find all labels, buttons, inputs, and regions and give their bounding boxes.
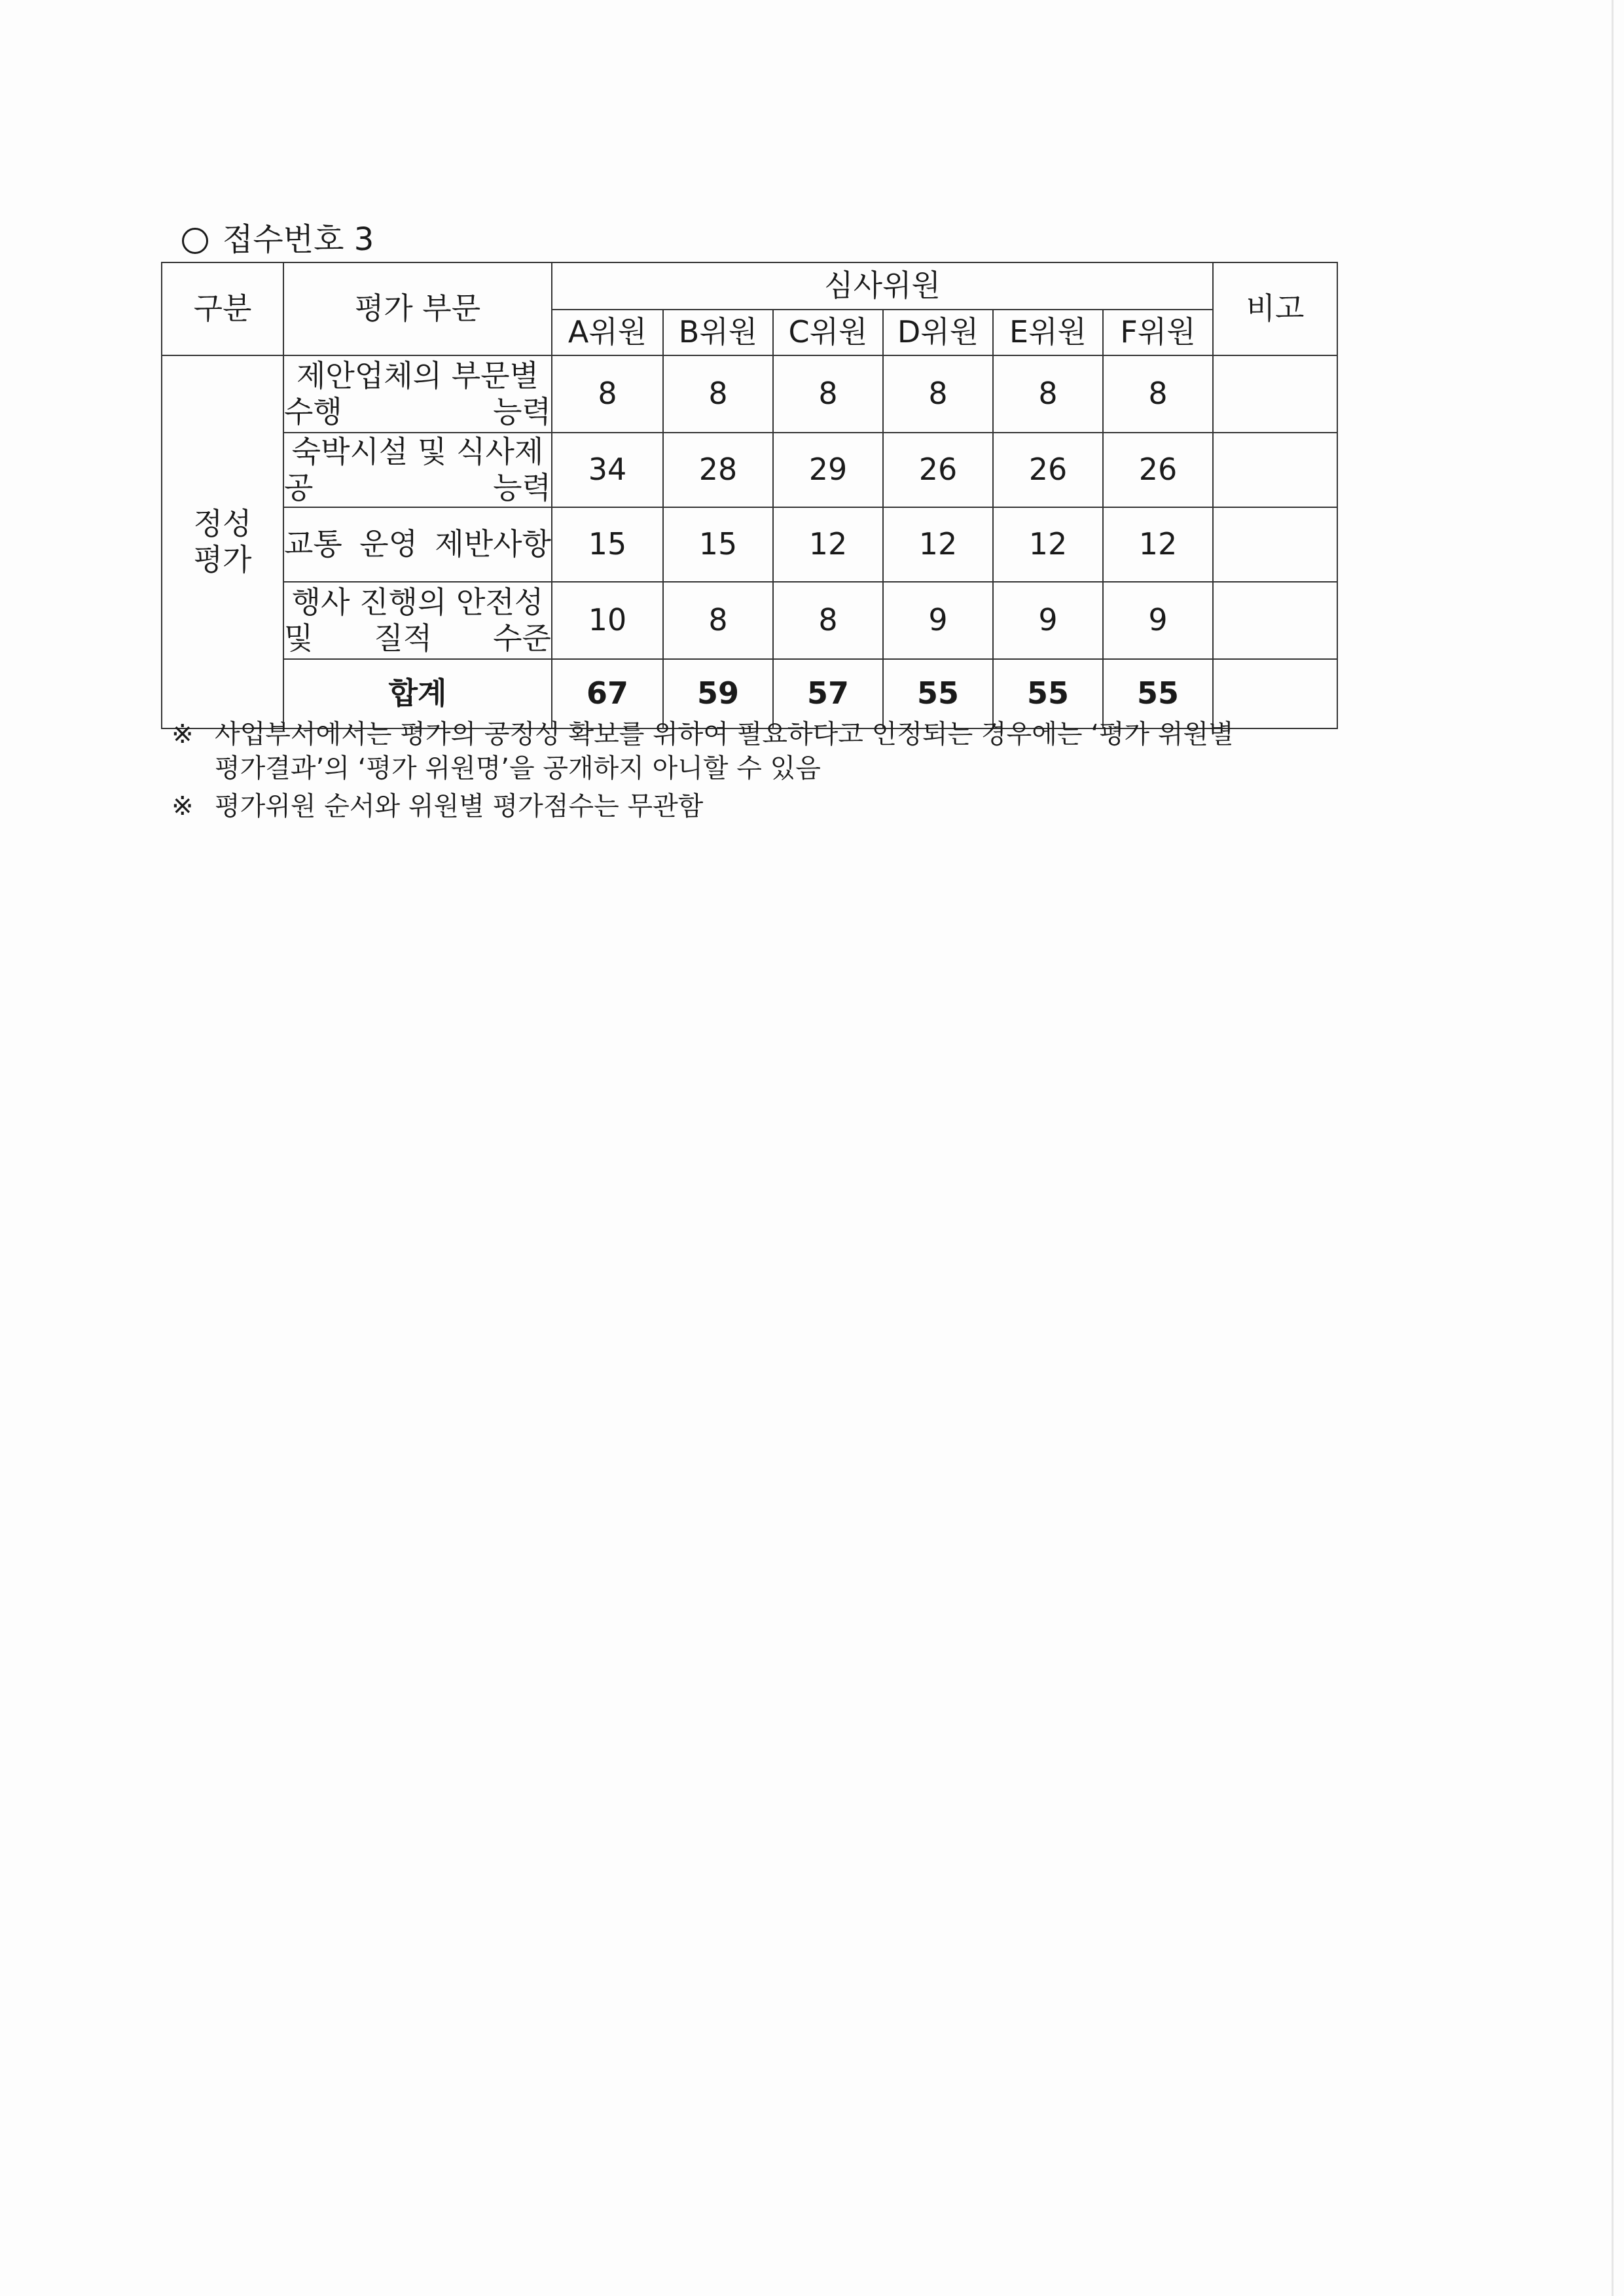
score-cell: 8 xyxy=(773,582,883,659)
judge-header: F위원 xyxy=(1103,310,1213,355)
total-cell: 55 xyxy=(993,659,1103,728)
remark-cell xyxy=(1213,433,1337,507)
note-line: 평가결과’의 ‘평가 위원명’을 공개하지 아니할 수 있음 xyxy=(215,753,821,783)
heading-text: 접수번호 3 xyxy=(223,221,374,258)
section-label: 숙박시설 및 식사제공 능력 xyxy=(283,433,552,507)
header-judges: 심사위원 xyxy=(552,262,1213,310)
score-cell: 12 xyxy=(1103,507,1213,582)
circle-bullet-icon xyxy=(182,228,208,254)
table-row xyxy=(162,582,1337,659)
notes xyxy=(171,717,1234,823)
score-cell: 29 xyxy=(773,433,883,507)
note-item xyxy=(171,789,1234,823)
page-edge-line xyxy=(1612,0,1614,2296)
score-cell: 8 xyxy=(552,355,663,433)
remark-cell xyxy=(1213,355,1337,433)
score-cell: 8 xyxy=(883,355,993,433)
score-cell: 10 xyxy=(552,582,663,659)
table-row xyxy=(162,507,1337,582)
score-cell: 15 xyxy=(663,507,773,582)
judge-header: B위원 xyxy=(663,310,773,355)
category-cell xyxy=(162,355,283,728)
table-row xyxy=(162,433,1337,507)
score-cell: 26 xyxy=(1103,433,1213,507)
score-cell: 9 xyxy=(1103,582,1213,659)
score-cell: 8 xyxy=(773,355,883,433)
section-label: 제안업체의 부문별 수행 능력 xyxy=(283,355,552,433)
header-category: 구분 xyxy=(162,262,283,355)
total-label: 합계 xyxy=(283,659,552,728)
score-cell: 26 xyxy=(993,433,1103,507)
note-item xyxy=(171,717,1234,785)
category-line: 정성 xyxy=(193,505,252,541)
score-table xyxy=(161,262,1338,729)
note-line: 평가위원 순서와 위원별 평가점수는 무관함 xyxy=(215,791,704,821)
header-section: 평가 부문 xyxy=(283,262,552,355)
score-cell: 26 xyxy=(883,433,993,507)
judge-header: A위원 xyxy=(552,310,663,355)
score-cell: 12 xyxy=(993,507,1103,582)
score-cell: 15 xyxy=(552,507,663,582)
total-cell: 57 xyxy=(773,659,883,728)
total-cell: 55 xyxy=(883,659,993,728)
total-cell: 59 xyxy=(663,659,773,728)
score-cell: 8 xyxy=(993,355,1103,433)
total-cell: 67 xyxy=(552,659,663,728)
header-remarks: 비고 xyxy=(1213,262,1337,355)
judge-header: C위원 xyxy=(773,310,883,355)
section-label: 행사 진행의 안전성 및 질적 수준 xyxy=(283,582,552,659)
note-line: 사업부서에서는 평가의 공정성 확보를 위하여 필요하다고 인정되는 경우에는 ‘평가 위원별 xyxy=(215,719,1234,749)
total-cell: 55 xyxy=(1103,659,1213,728)
reference-mark: ※ xyxy=(171,791,194,821)
reference-mark: ※ xyxy=(171,719,194,749)
score-cell: 12 xyxy=(773,507,883,582)
judge-header: E위원 xyxy=(993,310,1103,355)
score-cell: 34 xyxy=(552,433,663,507)
score-cell: 8 xyxy=(663,582,773,659)
score-cell: 12 xyxy=(883,507,993,582)
judge-header: D위원 xyxy=(883,310,993,355)
score-cell: 28 xyxy=(663,433,773,507)
section-heading xyxy=(182,220,374,259)
score-cell: 8 xyxy=(663,355,773,433)
table-row xyxy=(162,355,1337,433)
remark-cell xyxy=(1213,582,1337,659)
category-line: 평가 xyxy=(193,542,252,577)
header-row xyxy=(162,262,1337,310)
remark-cell xyxy=(1213,507,1337,582)
section-label: 교통 운영 제반사항 xyxy=(283,507,552,582)
score-cell: 8 xyxy=(1103,355,1213,433)
score-cell: 9 xyxy=(993,582,1103,659)
score-cell: 9 xyxy=(883,582,993,659)
